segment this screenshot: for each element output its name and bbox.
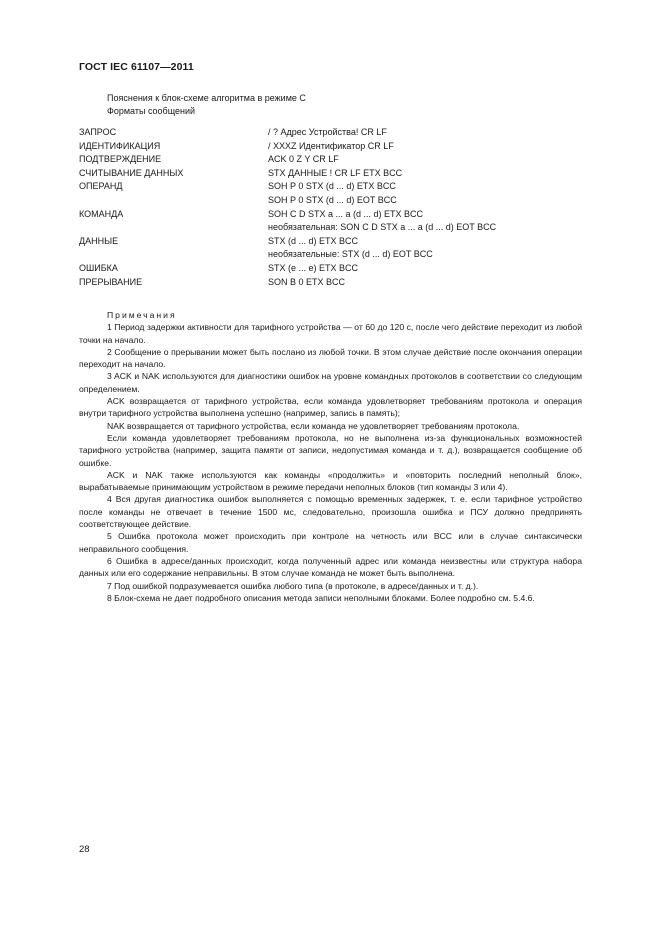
note-paragraph: 3 ACK и NAK используются для диагностики ошибок на уровне командных протоколов в соответствии со следующим определением. xyxy=(79,371,582,394)
note-paragraph: 7 Под ошибкой подразумевается ошибка любого типа (в протоколе, в адресе/данных и т. д.). xyxy=(107,580,479,591)
note-paragraph: 6 Ошибка в адресе/данных происходит, когда полученный адрес или команда неизвестны или структура набора данных или его содержание неправильны. В этом случае команда не может быть выполнена. xyxy=(79,555,582,579)
definition-term: КОМАНДА xyxy=(79,208,124,219)
note-paragraph: 1 Период задержки активности для тарифного устройства — от 60 до 120 с, после чего действие переходит из любой точки на начало. xyxy=(79,322,582,345)
note-paragraph: 8 Блок-схема не дает подробного описания метода записи неполными блоками. Более подробно см. 5.4.6. xyxy=(107,592,535,603)
definition-row xyxy=(79,221,639,235)
note-paragraph: NAK возвращается от тарифного устройства, если команда не удовлетворяет требованиям протокола. xyxy=(107,420,520,431)
definition-row xyxy=(79,208,639,222)
definition-value: SOH C D STX a ... a (d ... d) ETX BCC xyxy=(268,208,424,219)
note-paragraph: 2 Сообщение о прерывании может быть послано из любой точки. В этом случае действие после окончания операции переходит на начало. xyxy=(79,346,582,370)
definition-value: / XXXZ Идентификатор CR LF xyxy=(268,140,394,151)
definition-value: SOH P 0 STX (d ... d) EOT BCC xyxy=(268,194,397,205)
definition-row xyxy=(79,153,639,167)
intro-block xyxy=(107,92,306,117)
definition-term: ИДЕНТИФИКАЦИЯ xyxy=(79,140,161,151)
definition-term: ПРЕРЫВАНИЕ xyxy=(79,276,143,287)
notes-section xyxy=(79,309,582,604)
message-format-list xyxy=(79,126,639,289)
definition-term: ПОДТВЕРЖДЕНИЕ xyxy=(79,154,162,165)
definition-row xyxy=(79,248,639,262)
definition-term: ЗАПРОС xyxy=(79,127,117,137)
definition-value: SON B 0 ETX BCC xyxy=(268,276,346,287)
definition-value: STX (e ... e) ETX BCC xyxy=(268,262,359,273)
definition-row xyxy=(79,167,639,181)
definition-value: / ? Адрес Устройства! CR LF xyxy=(268,127,387,137)
definition-row xyxy=(79,180,639,194)
definition-term: ОПЕРАНД xyxy=(79,181,123,192)
definition-value: необязательная: SON C D STX a ... a (d ... d) EOT BCC xyxy=(268,222,497,233)
intro-line: Пояснения к блок-схеме алгоритма в режиме С xyxy=(107,93,306,103)
note-paragraph: 4 Вся другая диагностика ошибок выполняется с помощью временных задержек, т. е. если тарифное устройство после команды не отвечает в течение 1500 мс, следовательно, произошла ошибка и ПСУ должно предпринять соответствующее действие. xyxy=(79,494,582,530)
note-paragraph: ACK возвращается от тарифного устройства, если команда удовлетворяет требованиям протокола и операция внутри тарифного устройства выполнена успешно (например, запись в память); xyxy=(79,396,582,419)
definition-value: необязательные: STX (d ... d) EOT BCC xyxy=(268,249,433,260)
definition-term: СЧИТЫВАНИЕ ДАННЫХ xyxy=(79,167,184,178)
definition-term: ОШИБКА xyxy=(79,262,118,273)
note-paragraph: 5 Ошибка протокола может происходить при контроле на четность или BCC или в случае синтаксически неправильного сообщения. xyxy=(79,531,582,554)
definition-value: STX ДАННЫЕ ! CR LF ETX BCC xyxy=(268,167,403,178)
definition-value: SOH P 0 STX (d ... d) ETX BCC xyxy=(268,181,396,192)
definition-row xyxy=(79,126,639,140)
definition-value: ACK 0 Z Y CR LF xyxy=(268,154,339,165)
definition-term: ДАННЫЕ xyxy=(79,235,119,246)
notes-body xyxy=(79,321,582,604)
document-header: ГОСТ IEC 61107—2011 xyxy=(79,61,194,73)
page-number: 28 xyxy=(79,844,90,855)
definition-row xyxy=(79,235,639,249)
definition-row xyxy=(79,140,639,154)
definition-row xyxy=(79,262,639,276)
intro-line: Форматы сообщений xyxy=(107,105,196,116)
definition-row xyxy=(79,194,639,208)
note-paragraph: Если команда удовлетворяет требованиям протокола, но не выполнена из-за функциональных возможностей тарифного устройства (например, защита памяти от записи, недопустимая команда и т. д.), возвращается сообщение об ошибке. xyxy=(79,432,582,468)
notes-title: Примечания xyxy=(107,310,177,320)
definition-value: STX (d ... d) ETX BCC xyxy=(268,235,359,246)
note-paragraph: ACK и NAK также используются как команды «продолжить» и «повторить последний неполный блок», вырабатываемые принимающим устройством в режиме передачи неполных блоков (тип команды 3 или 4). xyxy=(79,469,582,493)
definition-row xyxy=(79,276,639,290)
